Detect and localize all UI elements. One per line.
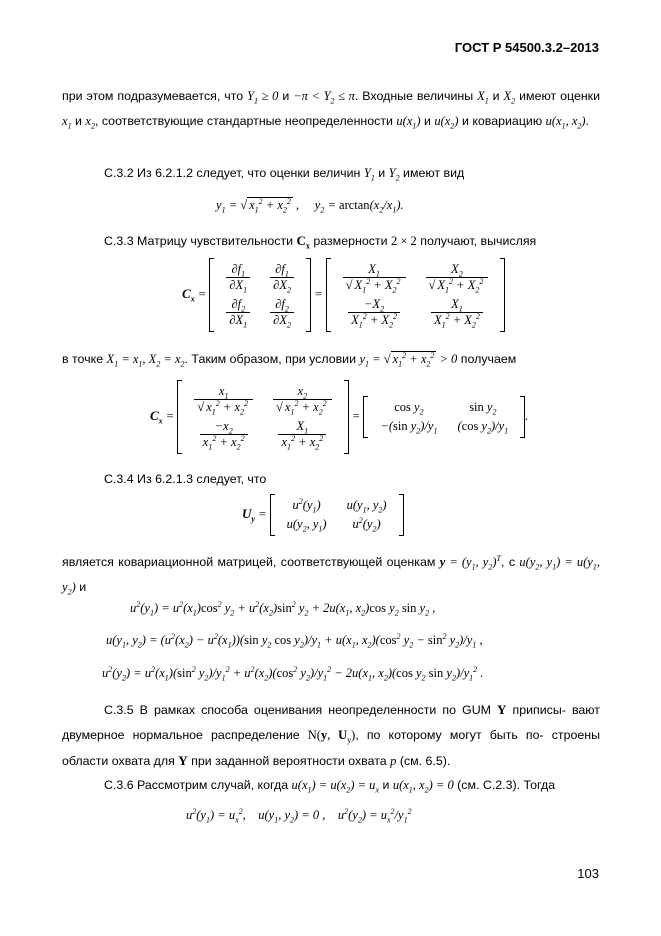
equation-u2-y1: $u^2(y_1) = u^2(x_1)\cos^2$ $y_2 + u^2(x_2)\sin^2$ $y_2 + 2u(x_1$, $x_2)\cos$ $y_2$ $\sin y_2$ , bbox=[130, 599, 436, 618]
paragraph-c32: С.3.2 Из 6.2.1.2 следует, что оценки величин $Y_1$ и $Y_2$ имеют вид bbox=[104, 166, 465, 183]
equation-y1-y2: $y_1$ = √ $x_1^2 + x_2^2$ , $y_2 = \arctan(x_2/x_1)$. bbox=[216, 196, 404, 215]
paragraph-intro: при этом подразумевается, что $Y_1 \ge 0$ $и -\pi < Y_2 \le \pi$. Входные величины $X_1$ и $X_2$ имеют оценки $x_1$ и $x_2$, соответствующие стандартные неопределенности $u(x_1)$ и $u(x_2)$ и ковариацию $u(x_1$, $x_2$). bbox=[62, 89, 601, 131]
page-header: ГОСТ Р 54500.3.2–2013 bbox=[454, 40, 599, 55]
paragraph-covariance: является ковариационной матрицей, соответствующей оценкам $y = (y_1$, $y_2)^T$, с $u(y_2$, $y_1) = u(y_1$, $y_2$) и bbox=[62, 553, 600, 597]
equation-cx-point: $C_x$ = $\frac{x_1}{√ x_1^2 + x_2^2}$ $\frac{x_2}{√ x_1^2 + x_2^2}$ $\frac{-x_2}{x_1^2 + x_2^2}$ $\frac{X_1}{x_1^2 + x_2^2}$ = $\cos y_2$ $\sin y_2$ −(sin $y_2)/y_1$ (cos $y_2)/y_1$ . bbox=[150, 380, 528, 454]
page-number: 103 bbox=[577, 866, 599, 881]
paragraph-c36: С.3.6 Рассмотрим случай, когда $u(x_1) = u(x_2) = u_x$ и $u(x_1$, $x_2) = 0$ (см. С.2.3). Тогда bbox=[104, 778, 556, 795]
paragraph-c34: С.3.4 Из 6.2.1.3 следует, что bbox=[104, 472, 267, 486]
equation-uy-matrix: $U_y$ = $u^2(y_1)$ $u(y_1$, $y_2$) $u(y_2$, $y_1$) $u^2(y_2)$ bbox=[242, 494, 404, 536]
paragraph-c33: С.3.3 Матрицу чувствительности $C_x$ размерности 2 × 2 получают, вычисляя bbox=[104, 233, 537, 251]
equation-final: $u^2(y_1) = u_x^2$, $u(y_1$, $y_2) = 0$ , $u^2(y_2) = u_x^2/y_1^2$ bbox=[186, 806, 412, 825]
equation-u2-y2: $u^2(y_2) = u^2(x_1)(\sin^2$ $y_2)/y_1^2 + u^2(x_2)(\cos^2$ $y_2)/y_1^2 - 2u(x_1$, $x_2)(\cos$ $y_2$ $\sin y_2)/y_1^2$ . bbox=[102, 664, 484, 683]
paragraph-c35: С.3.5 В рамках способа оценивания неопределенности по GUM Y приписы- вают двумерное нормальное распределение N(y, $U_y$), по которому могут быть по- строены области охвата для Y при заданной вероятности охвата p (см. 6.5). bbox=[62, 702, 601, 768]
equation-cx-matrix: $C_x$ = $\frac{\partial f_1}{\partial X_1}$ $\frac{\partial f_1}{\partial X_2}$ $\frac{\partial f_2}{\partial X_1}$ $\frac{\partial f_2}{\partial X_2}$ = $\frac{X_1}{√ X_1^2 + X_2^2}$ $\frac{X_2}{√ X_1^2 + X_2^2}$ $\frac{-X_2}{X_1^2 + X_2^2}$ $\frac{X_1}{X_1^2 + X_2^2}$ bbox=[182, 258, 505, 332]
paragraph-point: в точке $X_1 = x_1$, $X_2 = x_2$. Таким образом, при условии $y_1$ = √ $x_1^2 + x_2^2 > 0$ получаем bbox=[62, 350, 517, 369]
equation-u-y1-y2: $u(y_1$, $y_2) = (u^2(x_2) - u^2(x_1))(\sin$ $y_2$ $\cos y_2)/y_1 + u(x_1$, $x_2)(\cos^2$ $y_2 - \sin^2 y_2)/y_1$ , bbox=[106, 631, 483, 650]
